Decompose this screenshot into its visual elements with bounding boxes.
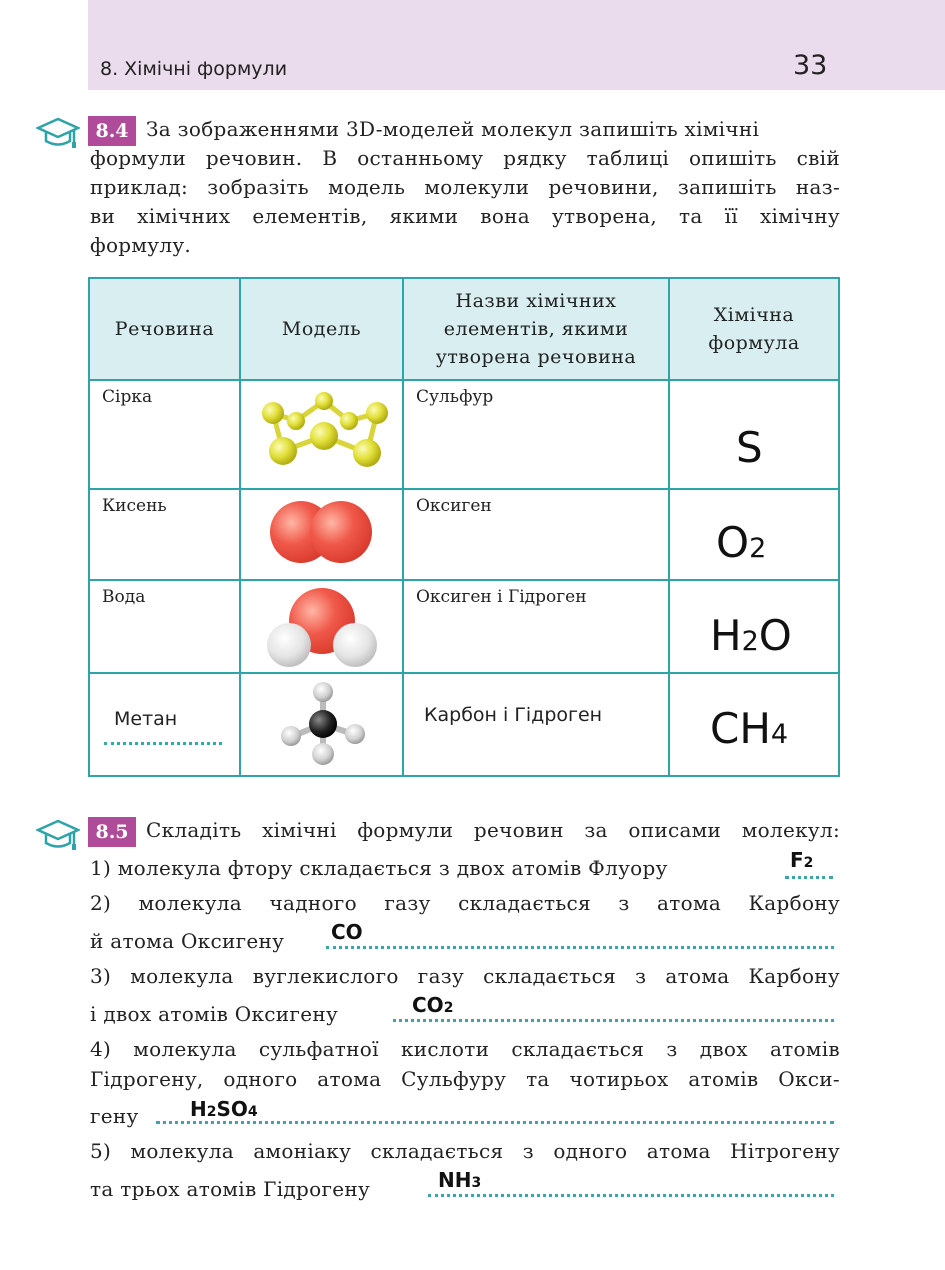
elements-name: Оксиген [416, 496, 492, 516]
page-header [88, 0, 945, 90]
answer-dotted-line [326, 946, 834, 949]
task-number-badge: 8.4 [88, 116, 136, 146]
list-item: й атома Оксигену [90, 929, 285, 953]
list-item: і двох атомів Оксигену [90, 1002, 339, 1026]
sulfur-molecule-model [241, 381, 401, 486]
table-row [89, 580, 839, 673]
formula-value: CH4 [710, 704, 789, 753]
elements-name: Сульфур [416, 387, 494, 407]
table-row [89, 489, 839, 580]
answer-dotted-line [785, 876, 833, 879]
formula-value: O2 [716, 518, 767, 567]
list-item: Гідрогену, одного атома Сульфуру та чотирьох атомів Окси- [90, 1067, 840, 1091]
substances-table [88, 277, 840, 777]
header-elements: Назви хімічних елементів, якими утворена речовина [403, 278, 669, 380]
task-8-4-line-3: приклад: зобразіть модель молекули речовини, запишіть наз- [90, 175, 840, 199]
task-number-badge: 8.5 [88, 817, 136, 847]
list-item: гену [90, 1104, 139, 1128]
task-8-4-line-2: формули речовин. В останньому рядку таблиці опишіть свій [90, 146, 840, 170]
table-row [89, 380, 839, 489]
task-8-5-intro: Складіть хімічні формули речовин за описами молекул: [146, 818, 840, 842]
answer-text: H2SO4 [190, 1097, 258, 1121]
formula-value: H2O [710, 611, 792, 660]
graduation-cap-icon [36, 116, 80, 150]
list-item: 5) молекула амоніаку складається з одного атома Нітрогену [90, 1139, 840, 1163]
graduation-cap-icon [36, 818, 80, 852]
elements-name: Карбон і Гідроген [424, 704, 603, 726]
answer-dotted-line [156, 1121, 834, 1124]
header-formula: Хімічна формула [669, 278, 839, 380]
list-item: та трьох атомів Гідрогену [90, 1177, 371, 1201]
table-row [89, 673, 839, 776]
water-molecule-model [241, 581, 401, 671]
list-item: 1) молекула фтору складається з двох атомів Флуору [90, 856, 668, 880]
list-item: 4) молекула сульфатної кислоти складається з двох атомів [90, 1037, 840, 1061]
answer-text: CO2 [412, 993, 454, 1017]
header-substance: Речовина [89, 278, 240, 380]
page-number: 33 [793, 50, 828, 81]
task-8-4-line-5: формулу. [90, 233, 192, 257]
substance-name: Сірка [102, 387, 153, 407]
answer-text: F2 [790, 848, 814, 872]
substance-name: Кисень [102, 496, 167, 516]
oxygen-molecule-model [241, 490, 401, 578]
task-8-4-line-4: ви хімічних елементів, якими вона утворена, та її хімічну [90, 204, 840, 228]
answer-dotted-line [104, 742, 222, 745]
list-item: 2) молекула чадного газу складається з атома Карбону [90, 891, 840, 915]
formula-value: S [736, 423, 763, 472]
substance-name: Вода [102, 587, 146, 607]
chapter-title: 8. Хімічні формули [100, 58, 288, 80]
answer-text: CO [331, 920, 363, 944]
header-model: Модель [240, 278, 403, 380]
methane-molecule-model [241, 674, 401, 774]
substance-name: Метан [114, 708, 178, 730]
answer-dotted-line [428, 1194, 834, 1197]
answer-dotted-line [393, 1019, 834, 1022]
list-item: 3) молекула вуглекислого газу складається з атома Карбону [90, 964, 840, 988]
answer-text: NH3 [438, 1168, 482, 1192]
task-8-4-line-1: За зображеннями 3D-моделей молекул запишіть хімічні [146, 117, 760, 141]
elements-name: Оксиген і Гідроген [416, 587, 587, 607]
